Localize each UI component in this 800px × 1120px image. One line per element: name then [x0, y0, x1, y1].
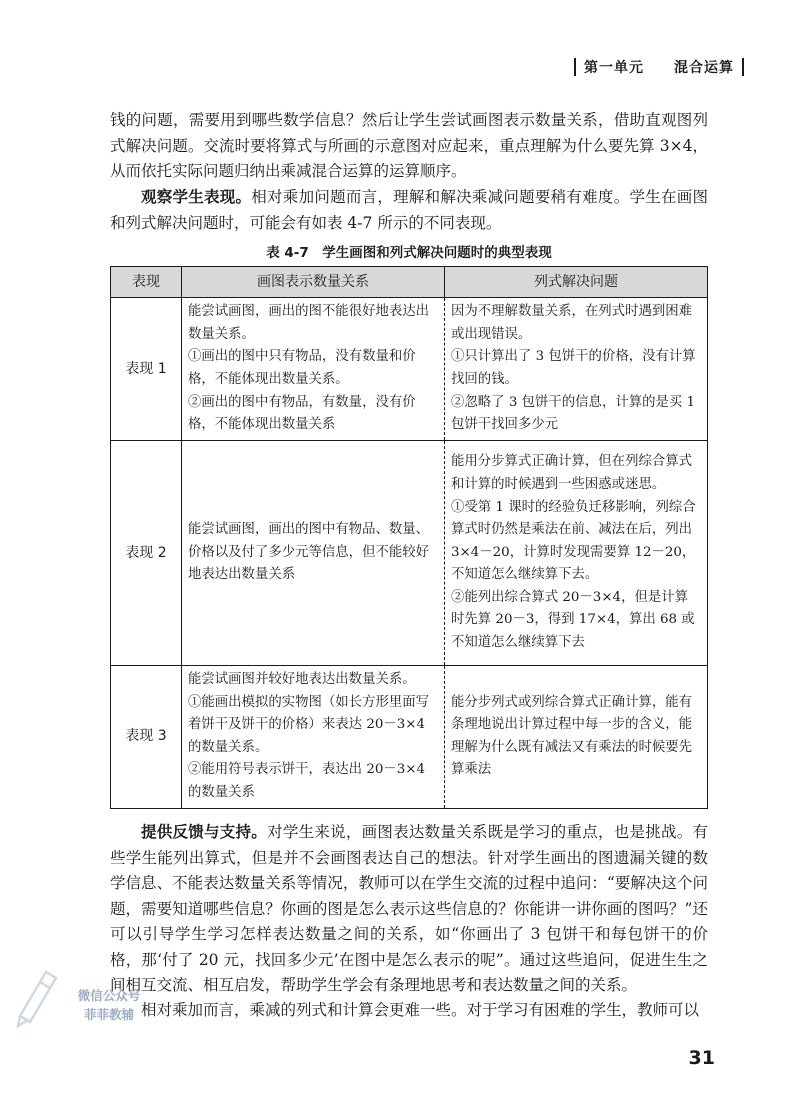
cell-line: ②画出的图中有物品，有数量，没有价格，不能体现出数量关系: [188, 394, 416, 433]
table-row: [111, 666, 708, 809]
cell-line: ②能用符号表示饼干，表达出 20－3×4 的数量关系: [188, 762, 426, 800]
equation-cell: [445, 298, 708, 441]
header-divider-right: [742, 58, 744, 76]
cell-line: ①受第 1 课时的经验负迁移影响，列综合算式时仍然是乘法在前、减法在后，列出 3×4－20，计算时发现需要算 12－20，不知道怎么继续算下去。: [451, 499, 696, 583]
equation-cell: [445, 441, 708, 666]
page-number: 31: [688, 1047, 715, 1069]
table-row: [111, 298, 708, 441]
header-topic: 混合运算: [674, 60, 734, 76]
row-label: 表现 2: [111, 441, 182, 666]
paragraph-1: 钱的问题，需要用到哪些数学信息？然后让学生尝试画图表示数量关系，借助直观图列式解决问题。交流时要将算式与所画的示意图对应起来，重点理解为什么要先算 3×4，从而依托实际问题归纳出乘减混合运算的运算顺序。: [110, 111, 708, 180]
watermark-line-1: 微信公众号: [77, 988, 141, 1003]
drawing-cell: [182, 298, 445, 441]
paragraph-3: [110, 820, 708, 999]
header-divider-left: [574, 58, 576, 76]
paragraph-2-lead: 观察学生表现。: [141, 188, 252, 206]
header-cell-performance: 表现: [111, 267, 182, 298]
cell-line: ①只计算出了 3 包饼干的价格，没有计算找回的钱。: [451, 349, 696, 387]
paragraph-2: [110, 185, 708, 236]
performance-table: [110, 266, 708, 809]
paragraph-3-lead: 提供反馈与支持。: [141, 823, 268, 841]
table-caption: 表 4-7 学生画图和列式解决问题时的典型表现: [266, 245, 552, 261]
row-label: 表现 1: [111, 298, 182, 441]
paragraph-2-body: 相对乘加问题而言，理解和解决乘减问题要稍有难度。学生在画图和列式解决问题时，可能会有如表 4-7 所示的不同表现。: [110, 188, 708, 232]
cell-line: 能用分步算式正确计算，但在列综合算式和计算的时候遇到一些困惑或迷思。: [451, 454, 693, 492]
cell-line: ②能列出综合算式 20－3×4，但是计算时先算 20－3，得到 17×4，算出 68 或不知道怎么继续算下去: [451, 589, 695, 651]
paragraph-4: 相对乘加而言，乘减的列式和计算会更难一些。对于学习有困难的学生，教师可以: [141, 1001, 700, 1019]
row-label: 表现 3: [111, 666, 182, 809]
cell-line: ①能画出模拟的实物图（如长方形里面写着饼干及饼干的价格）来表达 20－3×4 的数量关系。: [188, 694, 430, 755]
cell-line: 能尝试画图，画出的图中有物品、数量、价格以及付了多少元等信息，但不能较好地表达出数量关系: [188, 522, 430, 583]
cell-line: 因为不理解数量关系，在列式时遇到困难或出现错误。: [451, 304, 693, 342]
drawing-cell: [182, 666, 445, 809]
header-unit: 第一单元: [584, 60, 644, 76]
drawing-cell: [182, 441, 445, 666]
header-cell-equation: 列式解决问题: [445, 267, 708, 298]
watermark-line-2: 菲菲教辅: [83, 1007, 134, 1022]
paragraph-3-body: 对学生来说，画图表达数量关系既是学习的重点，也是挑战。有些学生能列出算式，但是并不会画图表达自己的想法。针对学生画出的图遗漏关键的数学信息、不能表达数量关系等情况，教师可以在学生交流的过程中追问：“要解决这个问题，需要知道哪些信息？你画的图是怎么表示这些信息的？你能讲一讲你画的图吗？”还可以引导学生学习怎样表达数量之间的关系，如“你画出了 3 包饼干和每包饼干的价格，那‘付了 20 元，找回多少元’在图中是怎么表示的呢”。通过这些追问，促进生生之间相互交流、相互启发，帮助学生学会有条理地思考和表达数量之间的关系。: [110, 823, 708, 994]
running-header: [574, 57, 744, 77]
equation-cell: [445, 666, 708, 809]
cell-line: 能尝试画图并较好地表达出数量关系。: [188, 672, 416, 687]
cell-line: ②忽略了 3 包饼干的信息，计算的是买 1 包饼干找回多少元: [451, 394, 696, 433]
table-row: [111, 441, 708, 666]
cell-line: 能分步列式或列综合算式正确计算，能有条理地说出计算过程中每一步的含义，能理解为什么既有减法又有乘法的时候要先算乘法: [451, 694, 693, 778]
table-header-row: [111, 267, 708, 298]
header-cell-drawing: 画图表示数量关系: [182, 267, 445, 298]
cell-line: 能尝试画图，画出的图不能很好地表达出数量关系。: [188, 304, 430, 342]
cell-line: ①画出的图中只有物品，没有数量和价格，不能体现出数量关系。: [188, 349, 416, 387]
